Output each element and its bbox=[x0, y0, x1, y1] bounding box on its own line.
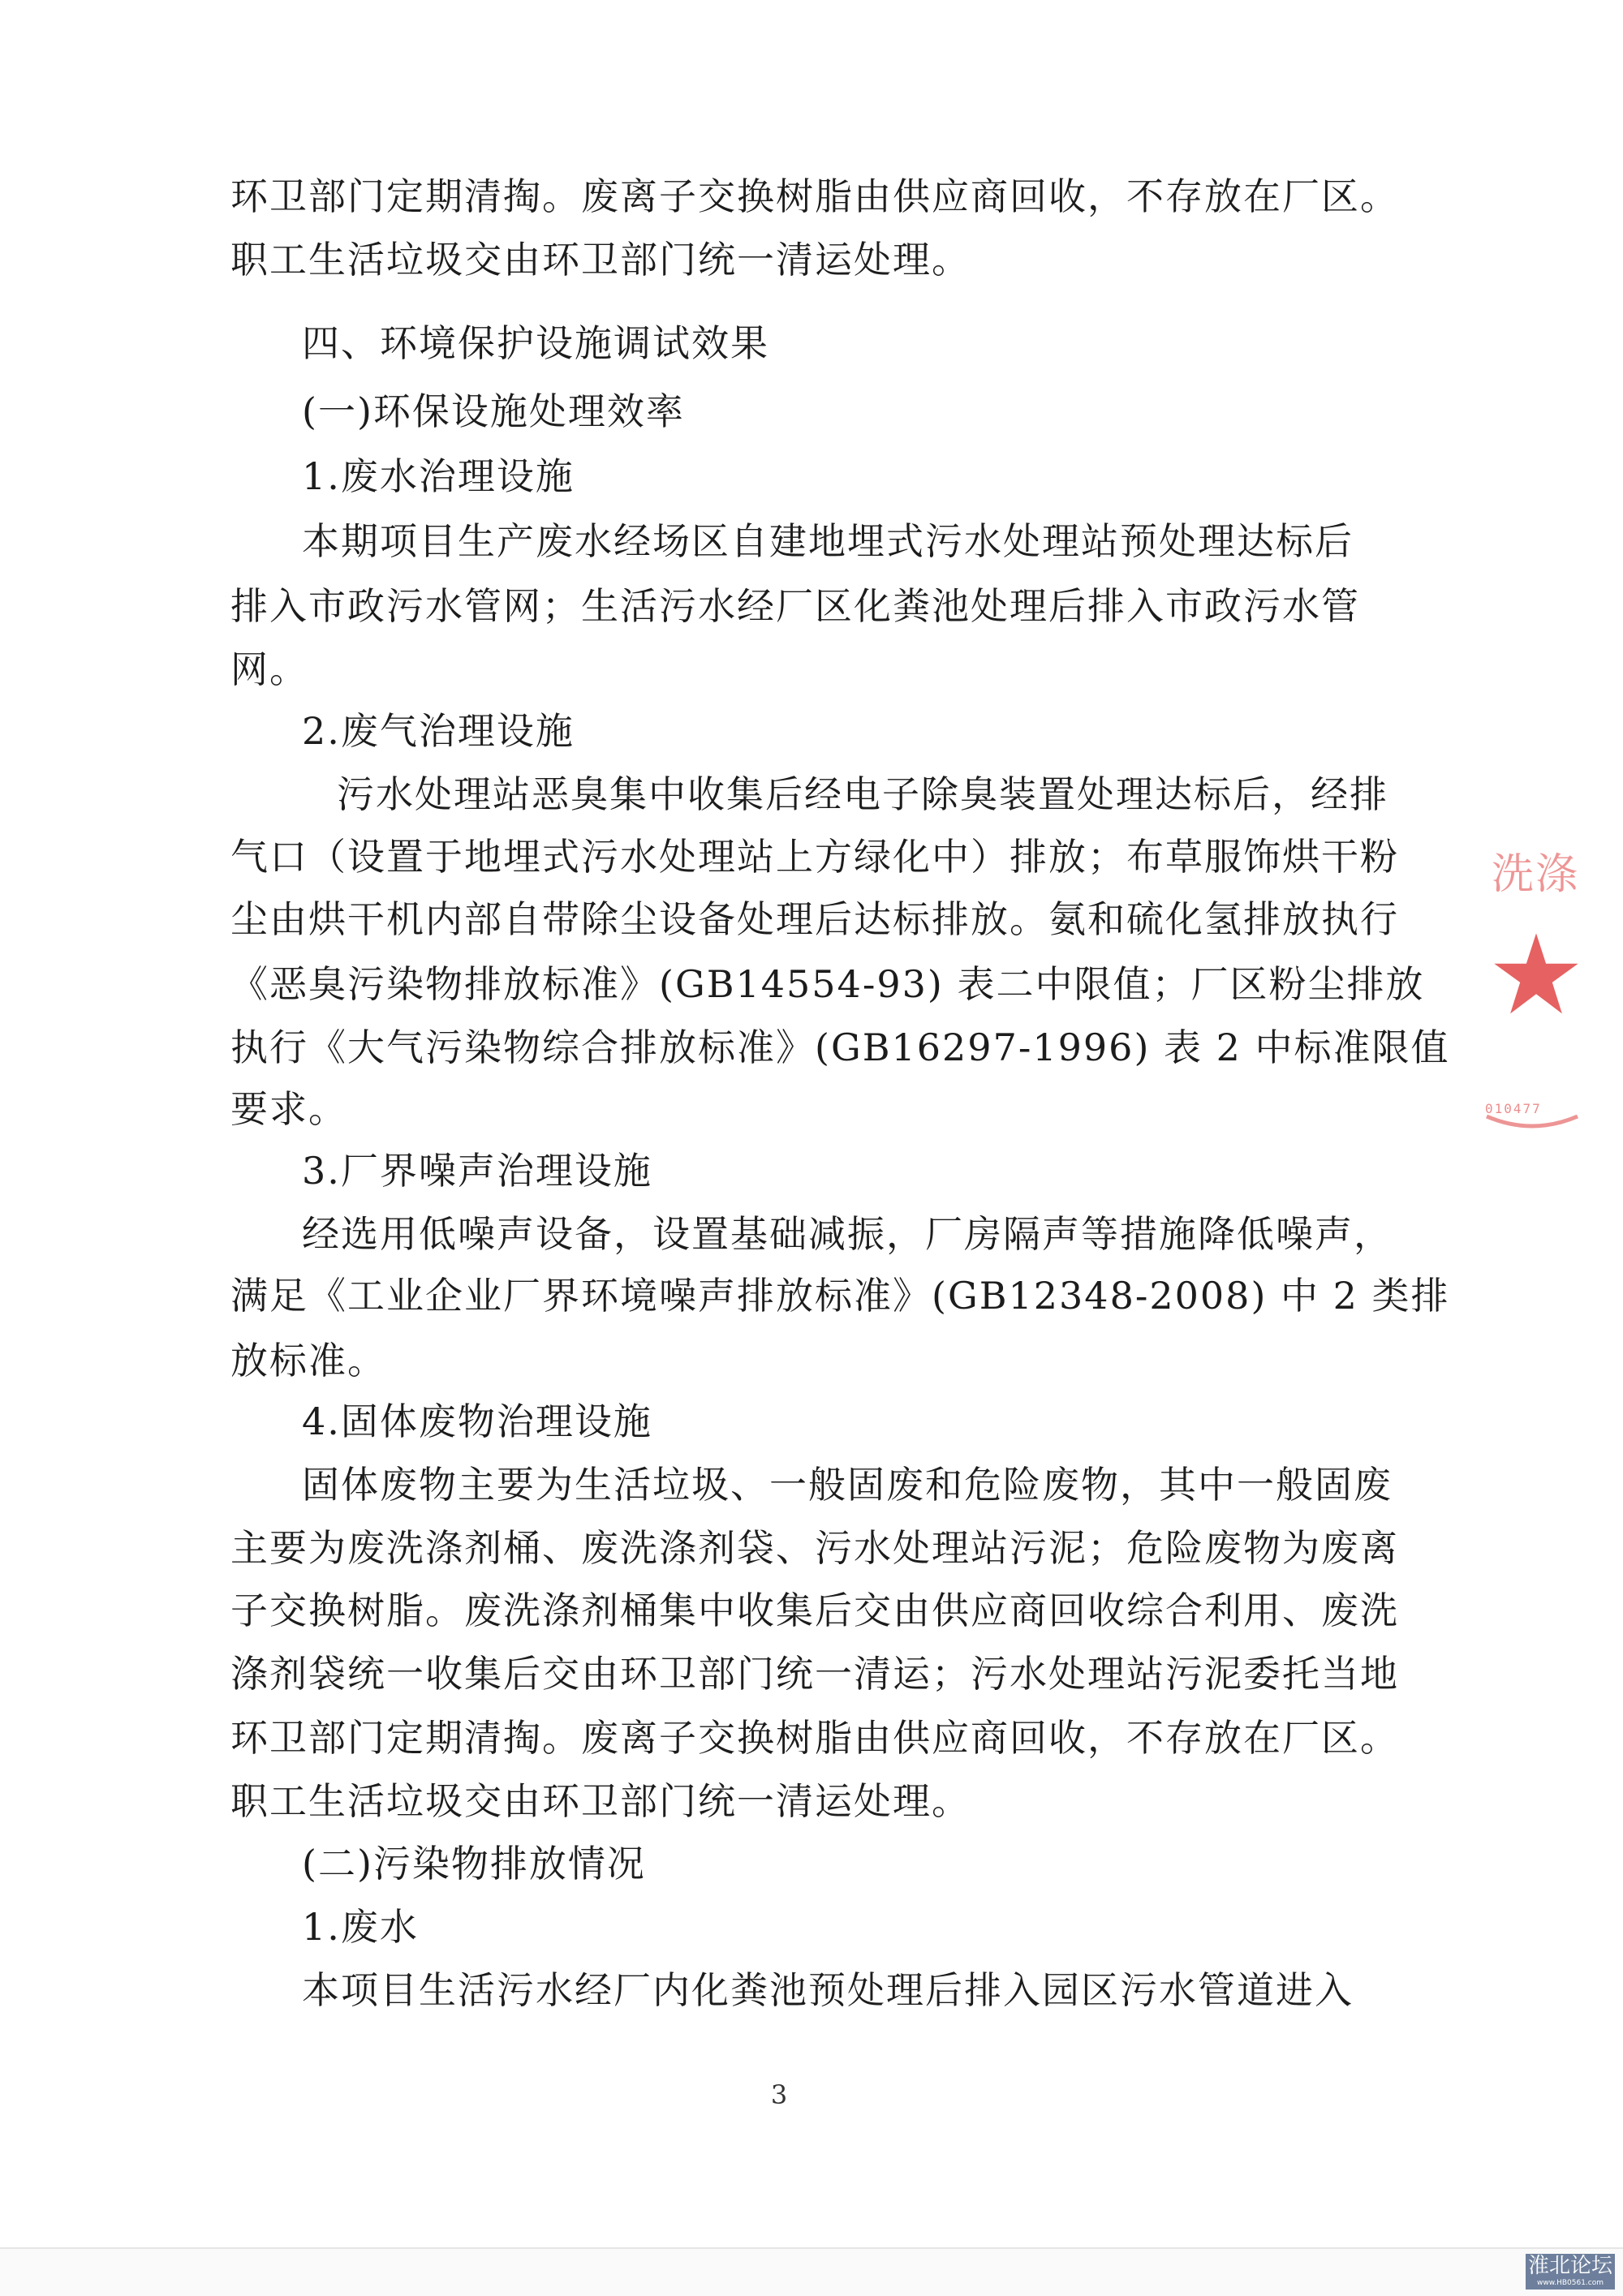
text-line: 本期项目生产废水经场区自建地埋式污水处理站预处理达标后 bbox=[302, 519, 1354, 563]
text-line: 满足《工业企业厂界环境噪声排放标准》(GB12348-2008) 中 2 类排 bbox=[230, 1274, 1450, 1318]
item-heading: 4.固体废物治理设施 bbox=[302, 1400, 652, 1443]
item-heading: 3.厂界噪声治理设施 bbox=[302, 1149, 652, 1193]
item-heading: 1.废水治理设施 bbox=[302, 454, 575, 498]
official-seal bbox=[1467, 808, 1597, 1149]
text-line: 尘由烘干机内部自带除尘设备处理后达标排放。氨和硫化氢排放执行 bbox=[230, 897, 1399, 941]
page-number: 3 bbox=[770, 2079, 788, 2110]
seal-number: 010477 bbox=[1485, 1101, 1542, 1116]
bottom-bar bbox=[0, 2247, 1623, 2296]
text-line: 气口（设置于地埋式污水处理站上方绿化中）排放；布草服饰烘干粉 bbox=[230, 835, 1399, 879]
seal-arc bbox=[1483, 1111, 1581, 1144]
watermark-text: 淮北论坛 bbox=[1527, 2254, 1612, 2278]
text-line: 环卫部门定期清掏。废离子交换树脂由供应商回收，不存放在厂区。 bbox=[230, 1716, 1399, 1760]
text-line: 网。 bbox=[230, 647, 308, 691]
text-line: 污水处理站恶臭集中收集后经电子除臭装置处理达标后，经排 bbox=[337, 772, 1388, 816]
watermark-logo bbox=[1526, 2254, 1615, 2290]
text-line: 排入市政污水管网；生活污水经厂区化粪池处理后排入市政污水管 bbox=[230, 584, 1360, 628]
subsection-heading: (二)污染物排放情况 bbox=[302, 1842, 646, 1885]
text-line: 经选用低噪声设备，设置基础减振，厂房隔声等措施降低噪声， bbox=[302, 1212, 1393, 1256]
watermark-url: www.HB0561.com bbox=[1536, 2279, 1604, 2287]
text-line: 放标准。 bbox=[230, 1339, 386, 1382]
text-line: 执行《大气污染物综合排放标准》(GB16297-1996) 表 2 中标准限值 bbox=[230, 1025, 1450, 1069]
text-line: 本项目生活污水经厂内化粪池预处理后排入园区污水管道进入 bbox=[302, 1968, 1354, 2012]
text-line: 《恶臭污染物排放标准》(GB14554-93) 表二中限值；厂区粉尘排放 bbox=[230, 962, 1425, 1006]
text-line: 主要为废洗涤剂桶、废洗涤剂袋、污水处理站污泥；危险废物为废离 bbox=[230, 1526, 1399, 1570]
text-line: 环卫部门定期清掏。废离子交换树脂由供应商回收，不存放在厂区。 bbox=[230, 174, 1399, 218]
text-line: 职工生活垃圾交由环卫部门统一清运处理。 bbox=[230, 238, 971, 282]
section-heading: 四、环境保护设施调试效果 bbox=[302, 321, 769, 365]
item-heading: 1.废水 bbox=[302, 1905, 419, 1949]
text-line: 固体废物主要为生活垃圾、一般固废和危险废物，其中一般固废 bbox=[302, 1463, 1393, 1507]
text-line: 职工生活垃圾交由环卫部门统一清运处理。 bbox=[230, 1779, 971, 1823]
seal-text: 洗涤 bbox=[1492, 850, 1580, 899]
text-line: 子交换树脂。废洗涤剂桶集中收集后交由供应商回收综合利用、废洗 bbox=[230, 1589, 1399, 1632]
seal-star-icon bbox=[1492, 930, 1581, 1019]
subsection-heading: (一)环保设施处理效率 bbox=[302, 389, 685, 433]
item-heading: 2.废气治理设施 bbox=[302, 709, 575, 753]
text-line: 要求。 bbox=[230, 1087, 347, 1131]
text-line: 涤剂袋统一收集后交由环卫部门统一清运；污水处理站污泥委托当地 bbox=[230, 1652, 1399, 1696]
